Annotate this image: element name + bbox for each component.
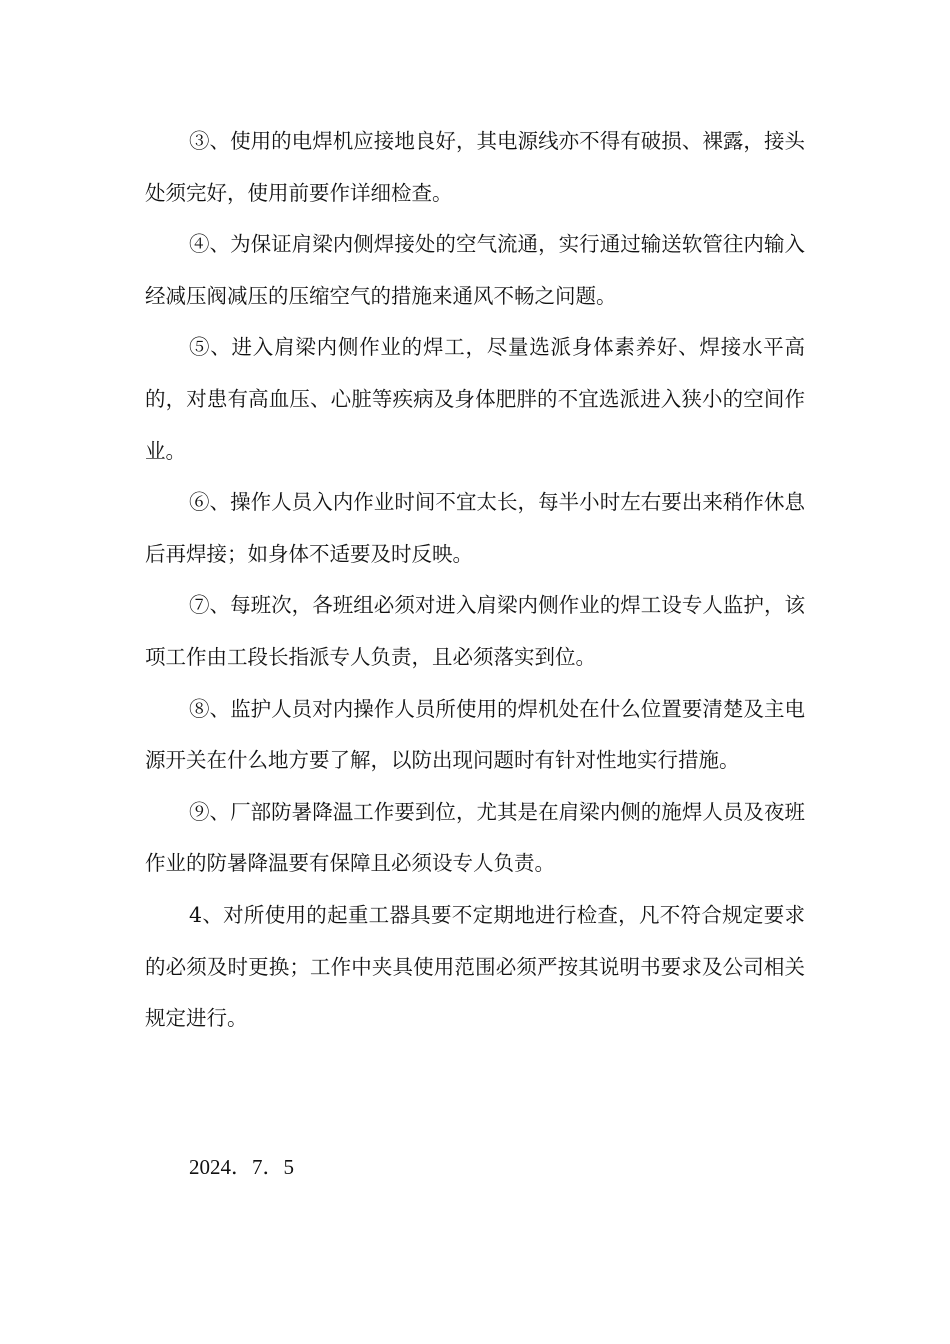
document-body <box>145 116 805 1045</box>
paragraph-item-6: ⑥、操作人员入内作业时间不宜太长，每半小时左右要出来稍作休息后再焊接；如身体不适要及时反映。 <box>145 490 805 566</box>
paragraph-item-5: ⑤、进入肩梁内侧作业的焊工，尽量选派身体素养好、焊接水平高的，对患有高血压、心脏等疾病及身体肥胖的不宜选派进入狭小的空间作业。 <box>145 335 805 463</box>
paragraph-item-8: ⑧、监护人员对内操作人员所使用的焊机处在什么位置要清楚及主电源开关在什么地方要了解，以防出现问题时有针对性地实行措施。 <box>145 696 805 773</box>
document-date: 2024．7．5 <box>189 1155 294 1179</box>
paragraph-item-9: ⑨、厂部防暑降温工作要到位，尤其是在肩梁内侧的施焊人员及夜班作业的防暑降温要有保障且必须设专人负责。 <box>145 799 805 876</box>
paragraph-section-4: 4、对所使用的起重工器具要不定期地进行检查，凡不符合规定要求的必须及时更换；工作中夹具使用范围必须严按其说明书要求及公司相关规定进行。 <box>145 902 805 1031</box>
paragraph-item-7: ⑦、每班次，各班组必须对进入肩梁内侧作业的焊工设专人监护，该项工作由工段长指派专人负责，且必须落实到位。 <box>145 593 805 669</box>
paragraph-item-4: ④、为保证肩梁内侧焊接处的空气流通，实行通过输送软管往内输入经减压阀减压的压缩空气的措施来通风不畅之问题。 <box>145 232 805 308</box>
paragraph-item-3: ③、使用的电焊机应接地良好，其电源线亦不得有破损、裸露，接头处须完好，使用前要作详细检查。 <box>145 129 805 205</box>
